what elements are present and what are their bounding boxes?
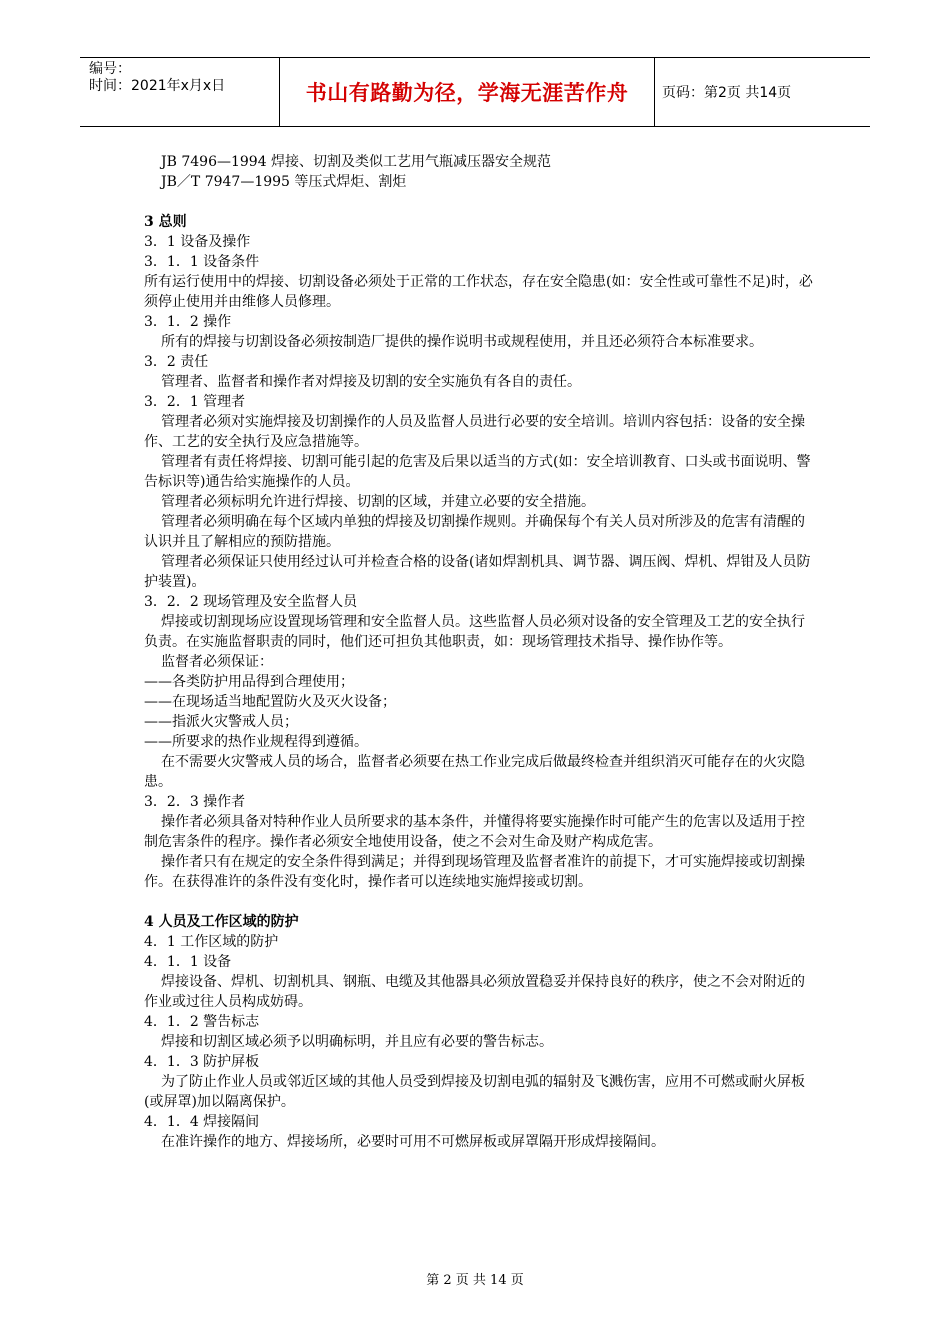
paragraph: 在准许操作的地方、焊接场所，必要时可用不可燃屏板或屏罩隔开形成焊接隔间。 bbox=[161, 1134, 665, 1150]
time-label: 时间：2021年x月x日 bbox=[89, 78, 226, 94]
paragraph: 管理者、监督者和操作者对焊接及切割的安全实施负有各自的责任。 bbox=[161, 374, 581, 390]
list-item: ——所要求的热作业规程得到遵循。 bbox=[144, 734, 368, 750]
section-heading: 4 人员及工作区域的防护 bbox=[144, 914, 299, 930]
subsection-heading: 4．1．4 焊接隔间 bbox=[144, 1114, 260, 1130]
reference-line: JB 7496—1994 焊接、切割及类似工艺用气瓶减压器安全规范 bbox=[161, 154, 552, 170]
paragraph: 所有运行使用中的焊接、切割设备必须处于正常的工作状态，存在安全隐患(如：安全性或可靠性不足)时，必须停止使用并由维修人员修理。 bbox=[144, 274, 813, 310]
subsection-heading: 4．1．3 防护屏板 bbox=[144, 1054, 260, 1070]
paragraph: 管理者必须标明允许进行焊接、切割的区域，并建立必要的安全措施。 bbox=[161, 494, 595, 510]
subsection-heading: 3．2．3 操作者 bbox=[144, 794, 246, 810]
paragraph: 管理者有责任将焊接、切割可能引起的危害及后果以适当的方式(如：安全培训教育、口头或书面说明、警告标识等)通告给实施操作的人员。 bbox=[144, 454, 811, 490]
paragraph: 管理者必须保证只使用经过认可并检查合格的设备(诸如焊割机具、调节器、调压阀、焊机、焊钳及人员防护装置)。 bbox=[144, 554, 811, 590]
document-body bbox=[144, 152, 814, 1152]
header-table bbox=[80, 57, 870, 127]
subsection-heading: 3．2 责任 bbox=[144, 354, 209, 370]
number-label: 编号： bbox=[89, 61, 131, 77]
page-footer: 第 2 页 共 14 页 bbox=[426, 1273, 524, 1288]
paragraph: 管理者必须明确在每个区域内单独的焊接及切割操作规则。并确保每个有关人员对所涉及的危害有清醒的认识并且了解相应的预防措施。 bbox=[144, 514, 805, 550]
section-heading: 3 总则 bbox=[144, 214, 187, 230]
paragraph: 所有的焊接与切割设备必须按制造厂提供的操作说明书或规程使用，并且还必须符合本标准要求。 bbox=[161, 334, 763, 350]
header-divider bbox=[654, 58, 655, 126]
subsection-heading: 4．1．1 设备 bbox=[144, 954, 232, 970]
paragraph: 操作者只有在规定的安全条件得到满足；并得到现场管理及监督者准许的前提下，才可实施焊接或切割操作。在获得准许的条件没有变化时，操作者可以连续地实施焊接或切割。 bbox=[144, 854, 805, 890]
header-page-info: 页码：第2页 共14页 bbox=[662, 85, 792, 101]
subsection-heading: 3．2．1 管理者 bbox=[144, 394, 246, 410]
subsection-heading: 4．1．2 警告标志 bbox=[144, 1014, 260, 1030]
subsection-heading: 3．2．2 现场管理及安全监督人员 bbox=[144, 594, 358, 610]
reference-line: JB／T 7947—1995 等压式焊炬、割炬 bbox=[161, 174, 407, 190]
paragraph: 管理者必须对实施焊接及切割操作的人员及监督人员进行必要的安全培训。培训内容包括：设备的安全操作、工艺的安全执行及应急措施等。 bbox=[144, 414, 805, 450]
paragraph: 为了防止作业人员或邻近区域的其他人员受到焊接及切割电弧的辐射及飞溅伤害，应用不可燃或耐火屏板(或屏罩)加以隔离保护。 bbox=[144, 1074, 805, 1110]
paragraph: 在不需要火灾警戒人员的场合，监督者必须要在热工作业完成后做最终检查并组织消灭可能存在的火灾隐患。 bbox=[144, 754, 805, 790]
list-item: ——指派火灾警戒人员； bbox=[144, 714, 298, 730]
subsection-heading: 3．1．2 操作 bbox=[144, 314, 232, 330]
paragraph: 操作者必须具备对特种作业人员所要求的基本条件，并懂得将要实施操作时可能产生的危害以及适用于控制危害条件的程序。操作者必须安全地使用设备，使之不会对生命及财产构成危害。 bbox=[144, 814, 805, 850]
header-meta bbox=[89, 61, 279, 95]
subsection-heading: 4．1 工作区域的防护 bbox=[144, 934, 279, 950]
paragraph: 监督者必须保证： bbox=[161, 654, 273, 670]
subsection-heading: 3．1 设备及操作 bbox=[144, 234, 251, 250]
paragraph: 焊接设备、焊机、切割机具、钢瓶、电缆及其他器具必须放置稳妥并保持良好的秩序，使之不会对附近的作业或过往人员构成妨碍。 bbox=[144, 974, 805, 1010]
list-item: ——在现场适当地配置防火及灭火设备； bbox=[144, 694, 396, 710]
paragraph: 焊接和切割区域必须予以明确标明，并且应有必要的警告标志。 bbox=[161, 1034, 553, 1050]
list-item: ——各类防护用品得到合理使用； bbox=[144, 674, 354, 690]
subsection-heading: 3．1．1 设备条件 bbox=[144, 254, 260, 270]
header-motto: 书山有路勤为径，学海无涯苦作舟 bbox=[305, 81, 629, 105]
paragraph: 焊接或切割现场应设置现场管理和安全监督人员。这些监督人员必须对设备的安全管理及工艺的安全执行负责。在实施监督职责的同时，他们还可担负其他职责，如：现场管理技术指导、操作协作等。 bbox=[144, 614, 805, 650]
